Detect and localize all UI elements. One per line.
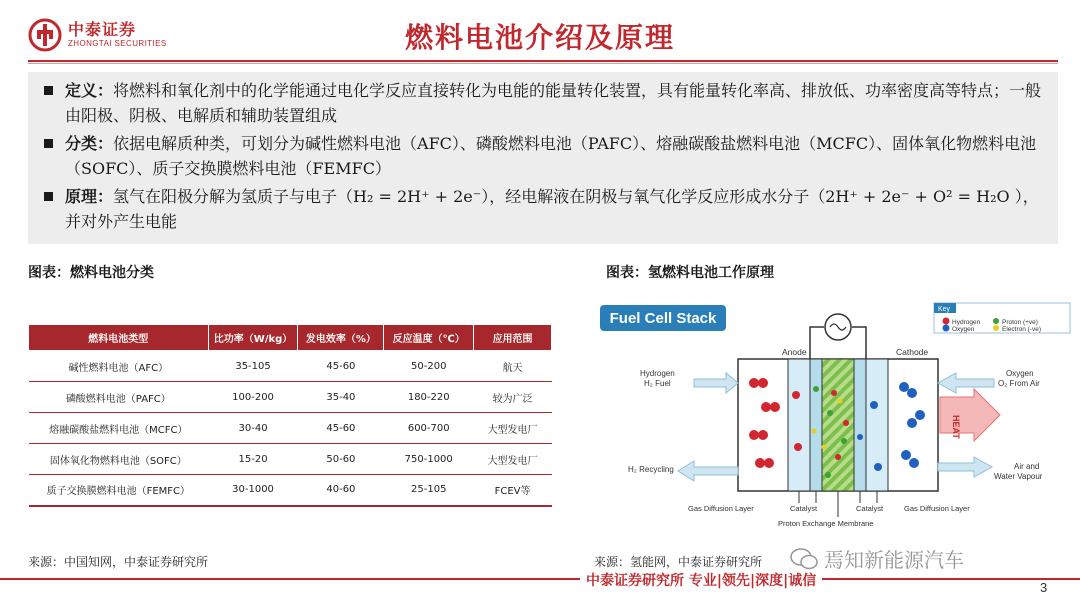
table-cell: 45-60: [298, 413, 384, 444]
oxygen-legend-icon: [943, 325, 950, 332]
h2-recycling-arrow-icon: [678, 461, 738, 481]
watermark: [790, 544, 964, 573]
proton-exchange-membrane: [822, 359, 854, 491]
square-bullet-icon: [44, 192, 53, 201]
definition-text: 将燃料和氧化剂中的化学能通过电化学反应直接转化为电能的能量转化装置，具有能量转化率高、排放低、功率密度高等特点；一般由阳极、阴极、电解质和辅助装置组成: [65, 81, 1042, 125]
table-caption: 图表：燃料电池分类: [28, 265, 154, 281]
table-cell: 600-700: [384, 413, 474, 444]
diagram-legend: [934, 303, 1070, 333]
hydrogen-inlet-arrow-icon: [694, 373, 738, 393]
cathode-label: Cathode: [896, 347, 929, 357]
table-cell: 30-40: [208, 413, 298, 444]
water-vapour-label: Water Vapour: [994, 472, 1043, 481]
table-cell: 50-200: [384, 351, 474, 382]
column-header: 燃料电池类型: [29, 325, 209, 351]
o2-from-air-label: O₂ From Air: [998, 379, 1040, 388]
table-source: 来源：中国知网，中泰证券研究所: [28, 555, 209, 569]
legend-oxygen: Oxygen: [952, 326, 975, 333]
table-cell: 100-200: [208, 382, 298, 413]
catalyst-left-label: Catalyst: [790, 504, 818, 513]
cathode-catalyst: [854, 359, 866, 491]
heat-arrow-icon: [940, 389, 1000, 441]
table-cell: 质子交换膜燃料电池（FEMFC）: [29, 475, 209, 506]
table-cell: 磷酸燃料电池（PAFC）: [29, 382, 209, 413]
legend-proton: Proton (+ve): [1002, 319, 1038, 326]
table-cell: 碱性燃料电池（AFC）: [29, 351, 209, 382]
h2-recycling-label: H₂ Recycling: [628, 465, 674, 474]
table-cell: 大型发电厂: [474, 444, 552, 475]
catalyst-right-label: Catalyst: [856, 504, 884, 513]
table-header-row: [29, 325, 552, 351]
fuel-cell-diagram: [594, 297, 1074, 533]
definition-box: [28, 72, 1058, 244]
principle-label: 原理：: [65, 187, 114, 206]
page-number: 3: [1040, 580, 1048, 595]
heat-label: HEAT: [951, 415, 961, 439]
table-row: [29, 351, 552, 382]
legend-electron: Electron (-ve): [1002, 326, 1042, 333]
table-cell: 45-60: [298, 351, 384, 382]
classification-text: 依据电解质种类，可划分为碱性燃料电池（AFC）、磷酸燃料电池（PAFC）、熔融碳酸盐燃料电池（MCFC）、固体氧化物燃料电池（SOFC）、质子交换膜燃料电池（FEMFC）: [65, 134, 1037, 178]
header: [0, 0, 1080, 76]
diagram-caption: 图表：氢燃料电池工作原理: [606, 265, 774, 281]
table-cell: FCEV等: [474, 475, 552, 506]
table-cell: 较为广泛: [474, 382, 552, 413]
table-cell: 50-60: [298, 444, 384, 475]
hydrogen-in-label: Hydrogen: [640, 369, 675, 378]
diagram-source: 来源：氢能网，中泰证券研究所: [594, 555, 763, 569]
legend-hydrogen: Hydrogen: [952, 319, 981, 326]
table-row: [29, 413, 552, 444]
table-cell: 25-105: [384, 475, 474, 506]
principle-item: [38, 184, 1048, 234]
gdl-right-label: Gas Diffusion Layer: [904, 504, 970, 513]
table-cell: 大型发电厂: [474, 413, 552, 444]
table-row: [29, 382, 552, 413]
square-bullet-icon: [44, 139, 53, 148]
logo-chinese: 中泰证券: [68, 20, 137, 39]
column-header: 比功率（W/kg）: [208, 325, 298, 351]
anode-catalyst: [810, 359, 822, 491]
title-divider: [28, 60, 1058, 62]
principle-text: 氢气在阳极分解为氢质子与电子（H₂ = 2H⁺ + 2e⁻），经电解液在阴极与氧气化学反应形成水分子（2H⁺ + 2e⁻ + O² = H₂O ），并对外产生电能: [65, 187, 1039, 231]
wechat-icon: [790, 548, 818, 570]
table-cell: 750-1000: [384, 444, 474, 475]
hydrogen-legend-icon: [943, 318, 950, 325]
title-divider-thin: [28, 63, 1058, 64]
air-and-label: Air and: [1014, 462, 1040, 471]
table-row: [29, 475, 552, 506]
square-bullet-icon: [44, 86, 53, 95]
diagram-title: Fuel Cell Stack: [609, 310, 717, 327]
definition-label: 定义：: [65, 81, 114, 100]
table-cell: 40-60: [298, 475, 384, 506]
page-title: 燃料电池介绍及原理: [404, 21, 675, 54]
classification-item: [38, 131, 1048, 181]
fuel-cell-classification-table: [28, 324, 552, 507]
watermark-text: 焉知新能源汽车: [824, 548, 964, 572]
oxygen-inlet-arrow-icon: [938, 373, 994, 393]
external-circuit: [810, 314, 866, 359]
pem-label: Proton Exchange Membrane: [778, 519, 874, 528]
table-cell: 固体氧化物燃料电池（SOFC）: [29, 444, 209, 475]
table-cell: 航天: [474, 351, 552, 382]
definition-item: [38, 78, 1048, 128]
table-cell: 30-1000: [208, 475, 298, 506]
oxygen-in-label: Oxygen: [1006, 369, 1034, 378]
h2-fuel-label: H₂ Fuel: [644, 379, 671, 388]
cathode-diffusion-layer: [866, 359, 888, 491]
proton-legend-icon: [993, 318, 999, 324]
air-outlet-arrow-icon: [938, 457, 992, 477]
anode-label: Anode: [782, 347, 807, 357]
logo-english: ZHONGTAI SECURITIES: [68, 39, 167, 48]
table-row: [29, 444, 552, 475]
column-header: 应用范围: [474, 325, 552, 351]
table-cell: 35-40: [298, 382, 384, 413]
column-header: 反应温度（℃）: [384, 325, 474, 351]
footer-slogan: 中泰证券研究所 专业|领先|深度|诚信: [580, 570, 822, 590]
anode-diffusion-layer: [788, 359, 810, 491]
electron-legend-icon: [993, 325, 999, 331]
classification-label: 分类：: [65, 134, 114, 153]
table-cell: 15-20: [208, 444, 298, 475]
legend-title: Key: [938, 306, 951, 313]
footer-divider: [0, 578, 1080, 580]
table-cell: 35-105: [208, 351, 298, 382]
gdl-left-label: Gas Diffusion Layer: [688, 504, 754, 513]
column-header: 发电效率（%）: [298, 325, 384, 351]
table-cell: 180-220: [384, 382, 474, 413]
table-cell: 熔融碳酸盐燃料电池（MCFC）: [29, 413, 209, 444]
